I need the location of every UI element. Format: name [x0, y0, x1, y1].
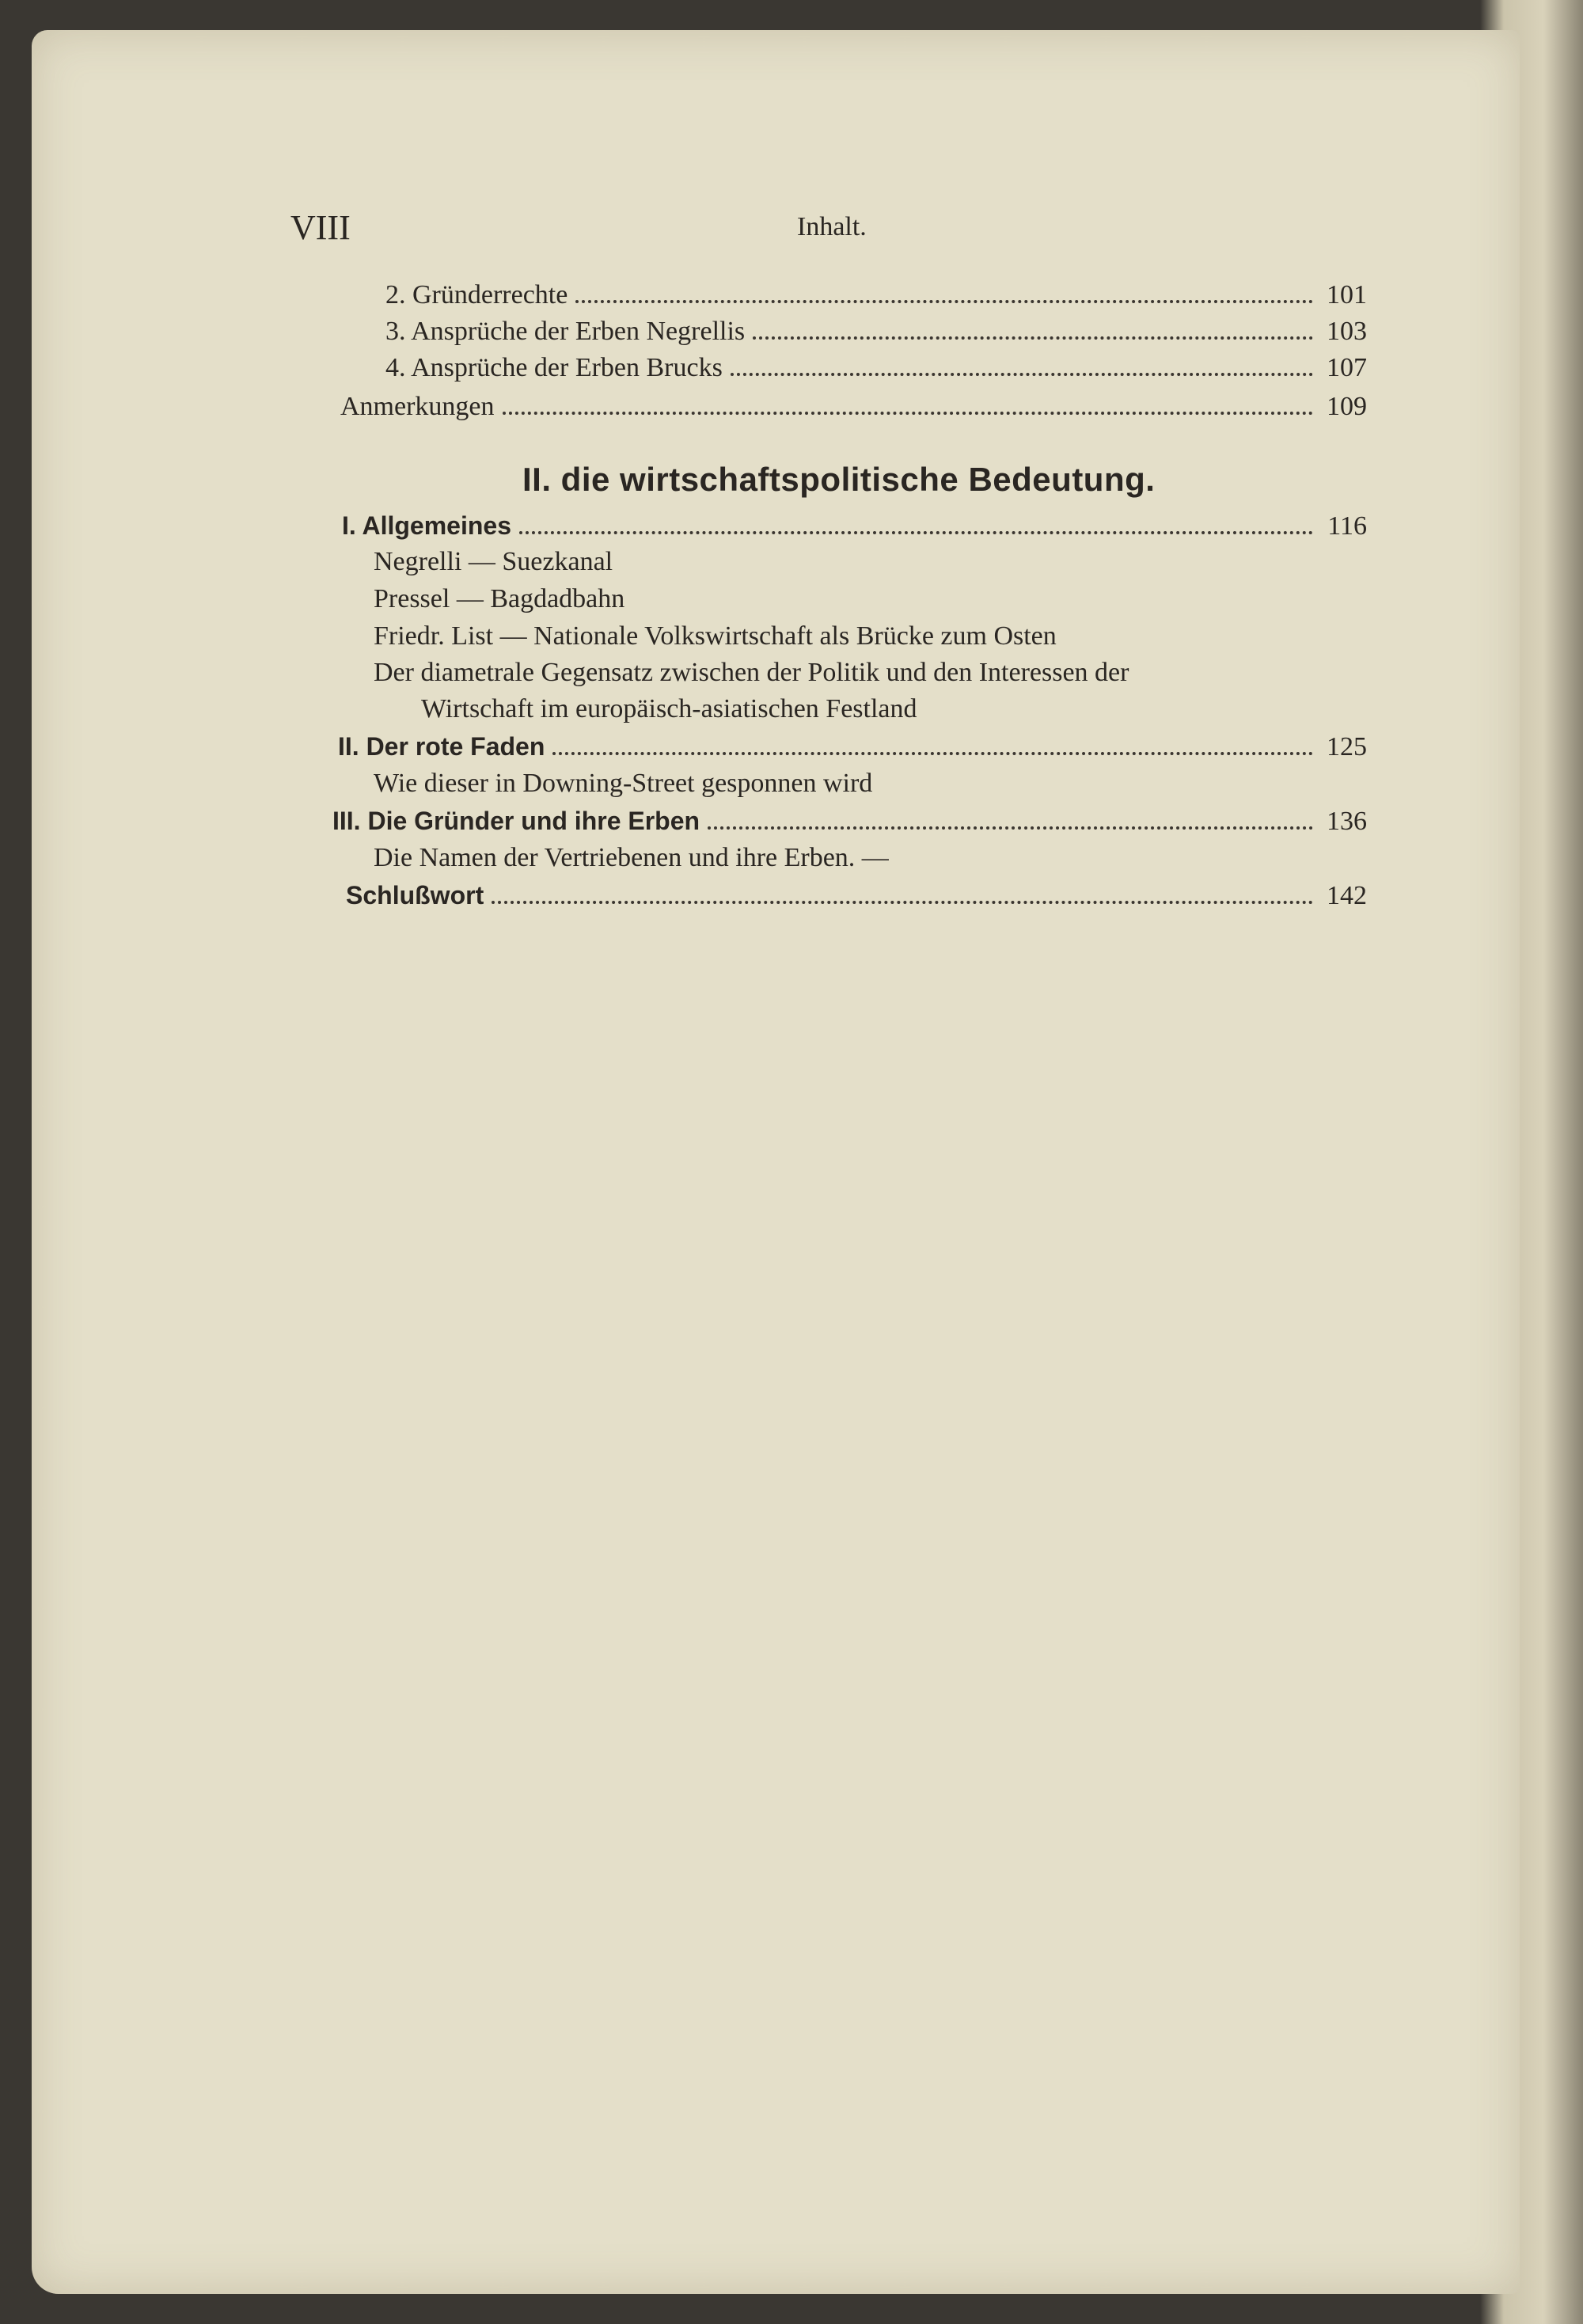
toc-subline: Wirtschaft im europäisch-asiatischen Festland — [421, 694, 917, 723]
dot-leader — [519, 531, 1313, 534]
toc-subline: Die Namen der Vertriebenen und ihre Erben. — — [374, 843, 889, 872]
toc-entry — [340, 389, 1367, 424]
toc-entry-page: 101 — [1327, 280, 1367, 309]
toc-chapter-page: 116 — [1327, 511, 1367, 541]
toc-entry-page: 109 — [1327, 392, 1367, 421]
toc-subline: Wie dieser in Downing-Street gesponnen wird — [374, 769, 873, 798]
toc-chapter-page: 125 — [1327, 732, 1367, 761]
toc-chapter — [342, 508, 1367, 544]
dot-leader — [753, 336, 1313, 340]
toc-entry — [385, 278, 1367, 313]
toc-chapter-label: III. Die Gründer und ihre Erben — [332, 807, 700, 835]
toc-subline: Pressel — Bagdadbahn — [374, 584, 625, 613]
toc-entry-label: 2. Gründerrechte — [385, 280, 568, 309]
toc-closing — [346, 878, 1367, 913]
toc-chapter-label: II. Der rote Faden — [338, 732, 545, 761]
toc-entry-label: 4. Ansprüche der Erben Brucks — [385, 353, 723, 382]
toc-chapter — [332, 803, 1367, 839]
toc-entry-label: Anmerkungen — [340, 392, 495, 421]
dot-leader — [492, 901, 1313, 904]
toc-entry-label: 3. Ansprüche der Erben Negrellis — [385, 317, 746, 346]
toc-chapter-label: I. Allgemeines — [342, 511, 511, 540]
dot-leader — [552, 752, 1313, 755]
toc-subline: Der diametrale Gegensatz zwischen der Politik und den Interessen der — [374, 658, 1129, 687]
section-title: II. die wirtschaftspolitische Bedeutung. — [522, 461, 1156, 498]
toc-chapter-page: 136 — [1327, 807, 1367, 836]
toc-closing-page: 142 — [1327, 881, 1367, 910]
running-title: Inhalt. — [797, 212, 867, 241]
toc-entry — [385, 351, 1367, 385]
toc-entry-page: 107 — [1327, 353, 1367, 382]
page-number: VIII — [290, 208, 351, 247]
toc-closing-label: Schlußwort — [346, 881, 484, 909]
dot-leader — [708, 826, 1313, 830]
dot-leader — [503, 412, 1313, 415]
page-header — [290, 207, 1367, 247]
toc-subline: Friedr. List — Nationale Volkswirtschaft als Brücke zum Osten — [374, 621, 1057, 651]
toc-chapter — [338, 729, 1367, 765]
toc-entry-page: 103 — [1327, 317, 1367, 346]
dot-leader — [731, 373, 1313, 376]
toc-entry — [385, 314, 1367, 349]
toc-subline: Negrelli — Suezkanal — [374, 547, 613, 576]
dot-leader — [575, 300, 1313, 303]
